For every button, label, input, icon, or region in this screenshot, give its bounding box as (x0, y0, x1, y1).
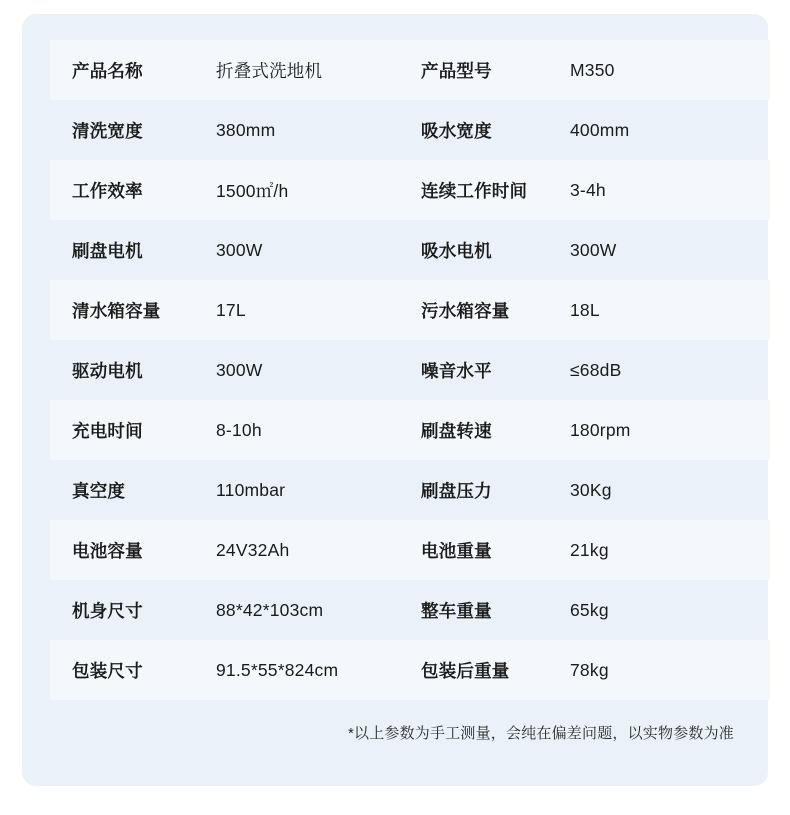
table-row (50, 640, 770, 700)
spec-value: 380mm (216, 119, 276, 140)
spec-label: 产品型号 (421, 40, 566, 100)
spec-label: 刷盘转速 (421, 400, 566, 460)
spec-value: 8-10h (212, 400, 421, 460)
product-spec-panel (22, 14, 768, 786)
spec-label: 吸水电机 (421, 240, 492, 261)
spec-label: 真空度 (72, 480, 126, 501)
spec-value: 21kg (566, 520, 770, 580)
table-row (50, 340, 770, 400)
spec-label: 充电时间 (50, 400, 212, 460)
spec-value: 3-4h (566, 160, 770, 220)
spec-value: 24V32Ah (212, 520, 421, 580)
spec-label: 清洗宽度 (72, 120, 143, 141)
table-row (50, 100, 770, 160)
spec-label: 噪音水平 (421, 360, 492, 381)
spec-label: 电池重量 (421, 520, 566, 580)
spec-label: 刷盘压力 (421, 480, 492, 501)
table-row (50, 580, 770, 640)
spec-label: 整车重量 (421, 600, 492, 621)
spec-label: 电池容量 (50, 520, 212, 580)
spec-value: 1500㎡/h (212, 160, 421, 220)
spec-value: 18L (566, 280, 770, 340)
spec-table-body (50, 40, 770, 700)
table-row (50, 220, 770, 280)
spec-value: 300W (216, 359, 263, 380)
spec-value: 110mbar (216, 479, 286, 500)
spec-value: 400mm (570, 119, 630, 140)
product-spec-table (50, 40, 770, 700)
spec-value: 78kg (566, 640, 770, 700)
spec-value: 折叠式洗地机 (212, 40, 421, 100)
table-row (50, 160, 770, 220)
spec-value: M350 (566, 40, 770, 100)
spec-label: 包装尺寸 (50, 640, 212, 700)
spec-value: 180rpm (566, 400, 770, 460)
table-row (50, 400, 770, 460)
table-row (50, 280, 770, 340)
spec-footnote: *以上参数为手工测量，会纯在偏差问题，以实物参数为准 (347, 725, 734, 742)
spec-label: 连续工作时间 (421, 160, 566, 220)
spec-value: ≤68dB (570, 359, 622, 380)
table-row (50, 460, 770, 520)
spec-label: 驱动电机 (72, 360, 143, 381)
spec-label: 清水箱容量 (50, 280, 212, 340)
spec-label: 吸水宽度 (421, 120, 492, 141)
table-row (50, 40, 770, 100)
spec-label: 产品名称 (50, 40, 212, 100)
spec-label: 污水箱容量 (421, 280, 566, 340)
spec-value: 300W (216, 239, 263, 260)
spec-value: 17L (212, 280, 421, 340)
spec-value: 30Kg (570, 479, 612, 500)
spec-label: 包装后重量 (421, 640, 566, 700)
spec-value: 88*42*103cm (216, 599, 324, 620)
spec-label: 刷盘电机 (72, 240, 143, 261)
spec-label: 工作效率 (50, 160, 212, 220)
spec-value: 300W (570, 239, 617, 260)
table-row (50, 520, 770, 580)
spec-value: 91.5*55*824cm (212, 640, 421, 700)
spec-value: 65kg (570, 599, 609, 620)
spec-label: 机身尺寸 (72, 600, 143, 621)
